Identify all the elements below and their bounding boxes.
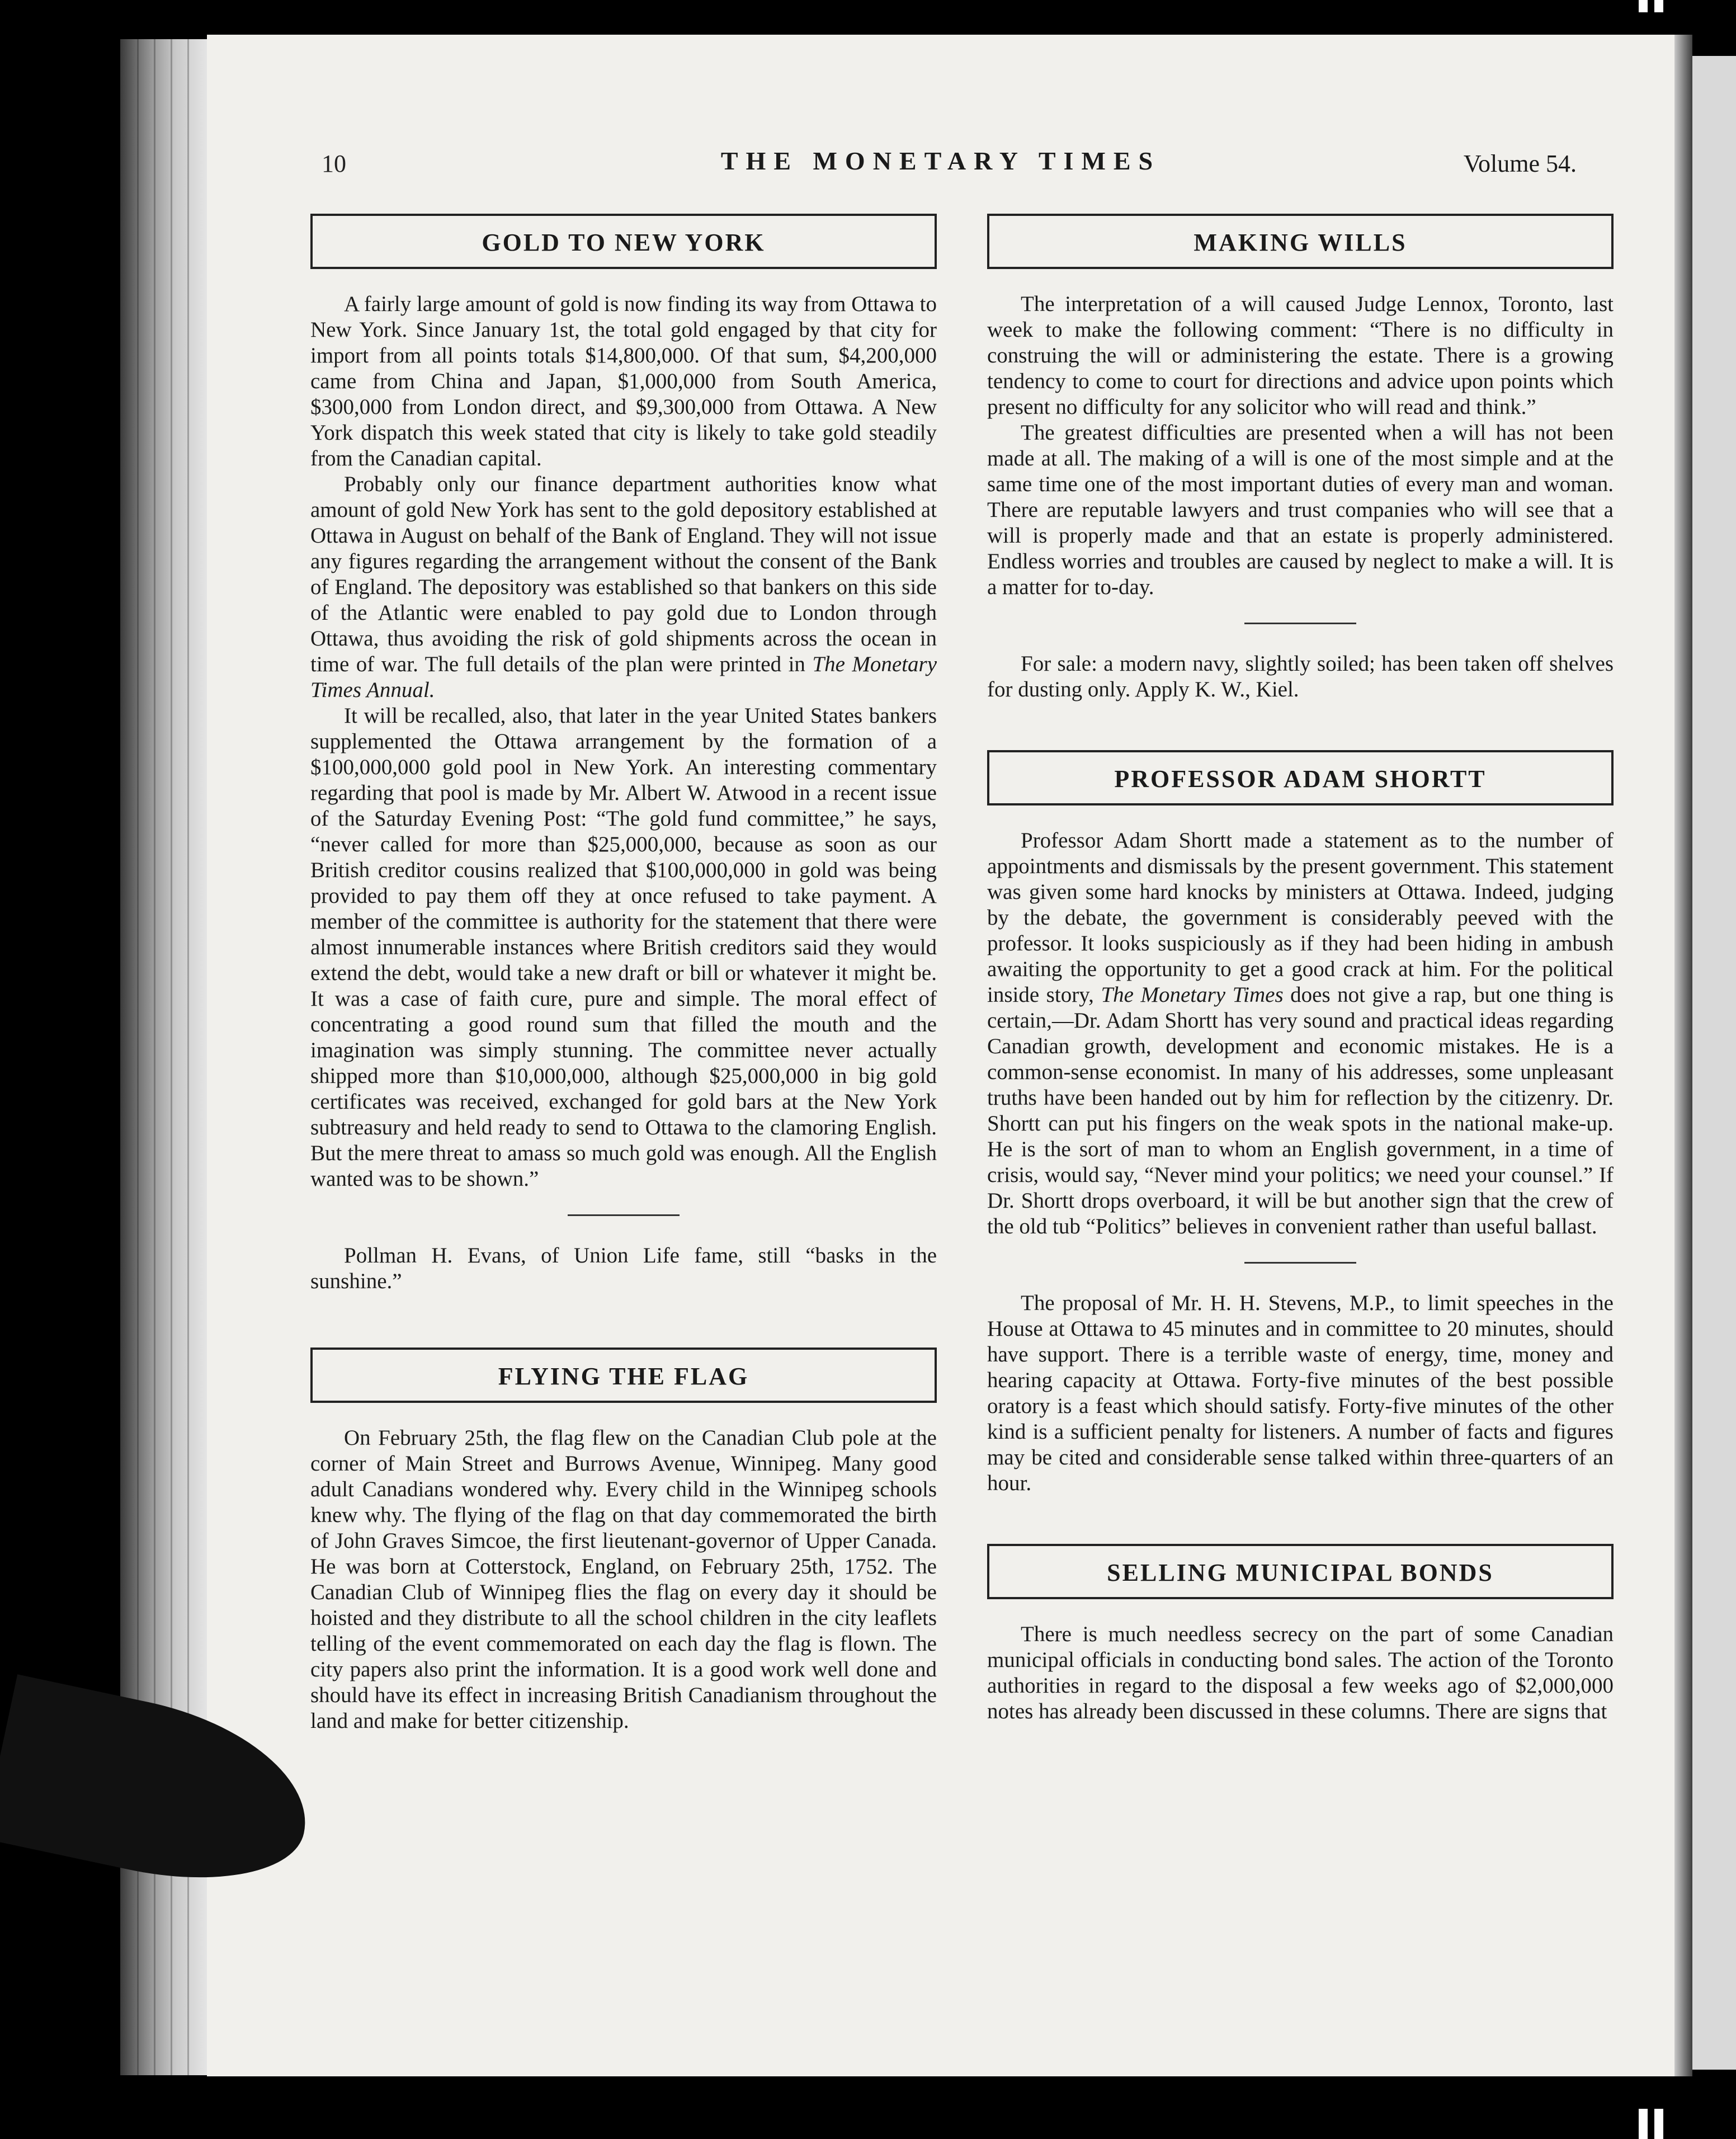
flag-paragraph-1: On February 25th, the flag flew on the Canadian Club pole at the corner of Main Street and Burrows Avenue, Winnipeg. Many good adult Canadians wondered why. Every child in the Winnipeg schools knew why. The flying of the flag on that day commemorated the birth of John Graves Simcoe, the first lieutenant-governor of Upper Canada. He was born at Cotterstock, England, on February 25th, 1752. The Canadian Club of Winnipeg flies the flag on every day it should be hoisted and they distribute to all the school children in the city leaflets telling of the event commemorated on each day the flag is flown. The city papers also print the information. It is a good work well done and should have its effect in increasing British Canadianism throughout the land and make for better citizenship. bbox=[310, 1426, 937, 1733]
page-number: 10 bbox=[322, 150, 346, 177]
book-gutter bbox=[1674, 35, 1692, 2076]
newspaper-page bbox=[207, 35, 1674, 2076]
heading-gold-to-new-york: GOLD TO NEW YORK bbox=[310, 214, 937, 269]
journal-title: THE MONETARY TIMES bbox=[720, 147, 1161, 175]
wills-paragraph-1: The interpretation of a will caused Judge Lennox, Toronto, last week to make the following comment: “There is no difficulty in construing the will or administering the estate. There is a growing tendency to come to court for directions and advice upon points which present no difficulty for any solicitor who will read and think.” bbox=[987, 292, 1614, 419]
volume-label: Volume 54. bbox=[1463, 150, 1577, 177]
heading-selling-municipal-bonds: SELLING MUNICIPAL BONDS bbox=[987, 1544, 1614, 1599]
pollman-note: Pollman H. Evans, of Union Life fame, still “basks in the sunshine.” bbox=[310, 1243, 937, 1293]
facing-page-edge bbox=[1692, 56, 1736, 2070]
stevens-paragraph: The proposal of Mr. H. H. Stevens, M.P., to limit speeches in the House at Ottawa to 45 minutes and in committee to 20 minutes, should have support. There is a terrible waste of energy, time, money and hearing capacity at Ottawa. Forty-five minutes of the best possible oratory is a feast which should satisfy. Forty-five minutes of the other kind is a sufficient penalty for listeners. A number of facts and figures may be cited and considerable sense talked within three-quarters of an hour. bbox=[987, 1291, 1614, 1495]
gold-paragraph-1: A fairly large amount of gold is now finding its way from Ottawa to New York. Since January 1st, the total gold engaged by that city for import from all points totals $14,800,000. Of that sum, $4,200,000 came from China and Japan, $1,000,000 from South America, $300,000 from London direct, and $9,300,000 from Ottawa. A New York dispatch this week stated that city is likely to take gold steadily from the Canadian capital. bbox=[310, 292, 937, 470]
page-header bbox=[207, 149, 1674, 200]
film-mark-top-1 bbox=[1639, 0, 1648, 12]
gold-paragraph-2: Probably only our finance department authorities know what amount of gold New York has sent to the gold depository established at Ottawa in August on behalf of the Bank of England. They will not issue any figures regarding the arrangement without the consent of the Bank of England. The depository was established so that bankers on this side of the Atlantic were enabled to pay gold due to London through Ottawa, thus avoiding the risk of gold shipments across the ocean in time of war. The full details of the plan were printed in The Monetary Times Annual. bbox=[310, 472, 937, 702]
gold-paragraph-3: It will be recalled, also, that later in the year United States bankers supplemented the Ottawa arrangement by the formation of a $100,000,000 gold pool in New York. An interesting commentary regarding that pool is made by Mr. Albert W. Atwood in a recent issue of the Saturday Evening Post: “The gold fund committee,” he says, “never called for more than $25,000,000, because as soon as our British creditor cousins realized that $100,000,000 in gold was being provided to pay them off they at once refused to take payment. A member of the committee is authority for the statement that there were almost innumerable instances where British creditors said they would extend the debt, would take a new draft or bill or whatever it might be. It was a case of faith cure, pure and simple. The moral effect of concentrating a good round sum that filled the mouth and the imagination was simply stunning. The committee never actually shipped more than $10,000,000, although $25,000,000 in big gold certificates was received, exchanged for gold bars at the New York subtreasury and held ready to send to Ottawa to the clamoring English. But the mere threat to amass so much gold was enough. All the English wanted was to be shown.” bbox=[310, 704, 937, 1191]
film-mark-bottom-1 bbox=[1639, 2109, 1648, 2139]
wills-paragraph-2: The greatest difficulties are presented when a will has not been made at all. The making of a will is one of the most simple and at the same time one of the most important duties of every man and woman. There are reputable lawyers and trust companies who will see that a will is properly made and that an estate is properly administered. Endless worries and troubles are caused by neglect to make a will. It is a matter for to-day. bbox=[987, 421, 1614, 599]
heading-flying-the-flag: FLYING THE FLAG bbox=[310, 1348, 937, 1403]
film-mark-top-2 bbox=[1654, 0, 1663, 12]
heading-making-wills: MAKING WILLS bbox=[987, 214, 1614, 269]
section-divider bbox=[568, 1214, 680, 1216]
left-column bbox=[310, 214, 937, 1734]
section-divider bbox=[1244, 623, 1356, 624]
shortt-paragraph-1: Professor Adam Shortt made a statement as to the number of appointments and dismissals by the present government. This statement was given some hard knocks by ministers at Ottawa. Indeed, judging by the debate, the government is considerably peeved with the professor. It looks suspiciously as if they had been hiding in ambush awaiting the opportunity to get a good crack at him. For the political inside story, The Monetary Times does not give a rap, but one thing is certain,—Dr. Adam Shortt has very sound and practical ideas regarding Canadian growth, development and economic mistakes. He is a common-sense economist. In many of his addresses, some unpleasant truths have been handed out by him for reflection by the citizenry. Dr. Shortt can put his fingers on the weak spots in the national make-up. He is the sort of man to whom an English government, in a time of crisis, would say, “Never mind your politics; we need your counsel.” If Dr. Shortt drops overboard, it will be but another sign that the crew of the old tub “Politics” believes in convenient rather than useful ballast. bbox=[987, 828, 1614, 1238]
section-divider bbox=[1244, 1262, 1356, 1264]
bonds-paragraph-1: There is much needless secrecy on the part of some Canadian municipal officials in conducting bond sales. The action of the Toronto authorities in regard to the disposal a few weeks ago of $2,000,000 notes has already been discussed in these columns. There are signs that bbox=[987, 1622, 1614, 1723]
for-sale-note: For sale: a modern navy, slightly soiled; has been taken off shelves for dusting only. Apply K. W., Kiel. bbox=[987, 652, 1614, 701]
right-column bbox=[987, 214, 1614, 1725]
film-mark-bottom-2 bbox=[1654, 2109, 1663, 2139]
heading-professor-adam-shortt: PROFESSOR ADAM SHORTT bbox=[987, 750, 1614, 805]
